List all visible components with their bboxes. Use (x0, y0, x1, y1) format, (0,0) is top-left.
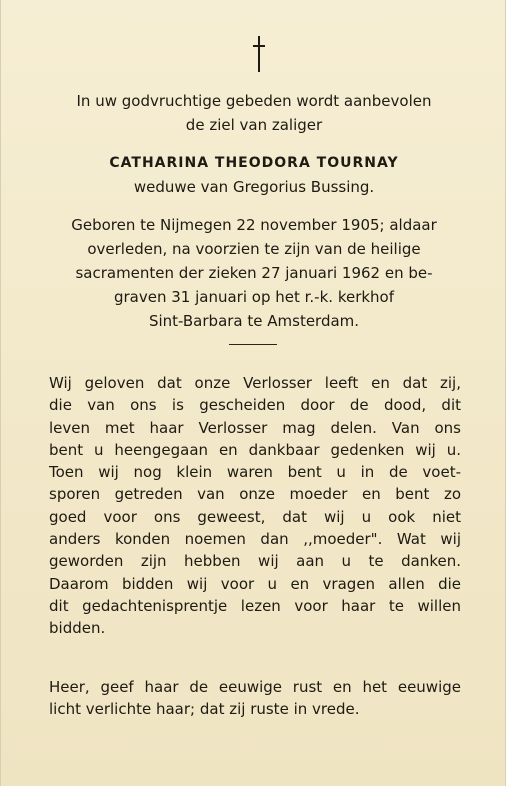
cross-vertical-bar (258, 36, 260, 72)
widow-line: weduwe van Gregorius Bussing. (133, 178, 375, 196)
intro-line-2: de ziel van zaliger (185, 116, 323, 134)
birth-line-1: Geboren te Nijmegen 22 november 1905; aldaar (71, 216, 437, 234)
cross-icon (253, 36, 265, 72)
birth-line-2: overleden, na voorzien te zijn van de heilige (87, 240, 421, 258)
body-line-1: Wij geloven dat onze Verlosser leeft en dat zij, (49, 374, 461, 392)
birth-line-4: graven 31 januari op het r.-k. kerkhof (113, 288, 395, 306)
body-line-5: Toen wij nog klein waren bent u in de voet- (49, 463, 461, 482)
deceased-name: CATHARINA THEODORA TOURNAY (109, 155, 399, 171)
prayer-paragraph (49, 676, 461, 721)
body-line-11: dit gedachtenisprentje lezen voor haar te willen (49, 596, 461, 615)
body-line-6: sporen getreden van onze moeder en bent zo (49, 485, 461, 504)
body-line-10: Daarom bidden wij voor u en vragen allen die (49, 574, 461, 593)
birth-line-5: Sint-Barbara te Amsterdam. (148, 312, 360, 330)
body-line-8: anders konden noemen dan ,,moeder". Wat wij (49, 530, 461, 549)
cross-horizontal-bar (253, 45, 265, 47)
body-line-7: goed voor ons geweest, dat wij u ook niet (49, 507, 461, 526)
body-line-9: geworden zijn hebben wij aan u te danken. (49, 552, 461, 571)
prayer-line-2: licht verlichte haar; dat zij ruste in vrede. (49, 700, 360, 719)
body-line-12: bidden. (49, 619, 106, 638)
body-line-3: leven met haar Verlosser mag delen. Van ons (49, 418, 461, 437)
birth-line-3: sacramenten der zieken 27 januari 1962 en be- (75, 264, 433, 282)
prayer-line-1: Heer, geef haar de eeuwige rust en het eeuwige (49, 678, 461, 696)
intro-line-1: In uw godvruchtige gebeden wordt aanbevolen (76, 92, 432, 110)
body-line-4: bent u heengegaan en dankbaar gedenken wij u. (49, 440, 461, 459)
body-paragraph (49, 372, 461, 640)
section-divider (229, 344, 277, 345)
body-line-2: die van ons is gescheiden door de dood, dit (49, 396, 461, 415)
